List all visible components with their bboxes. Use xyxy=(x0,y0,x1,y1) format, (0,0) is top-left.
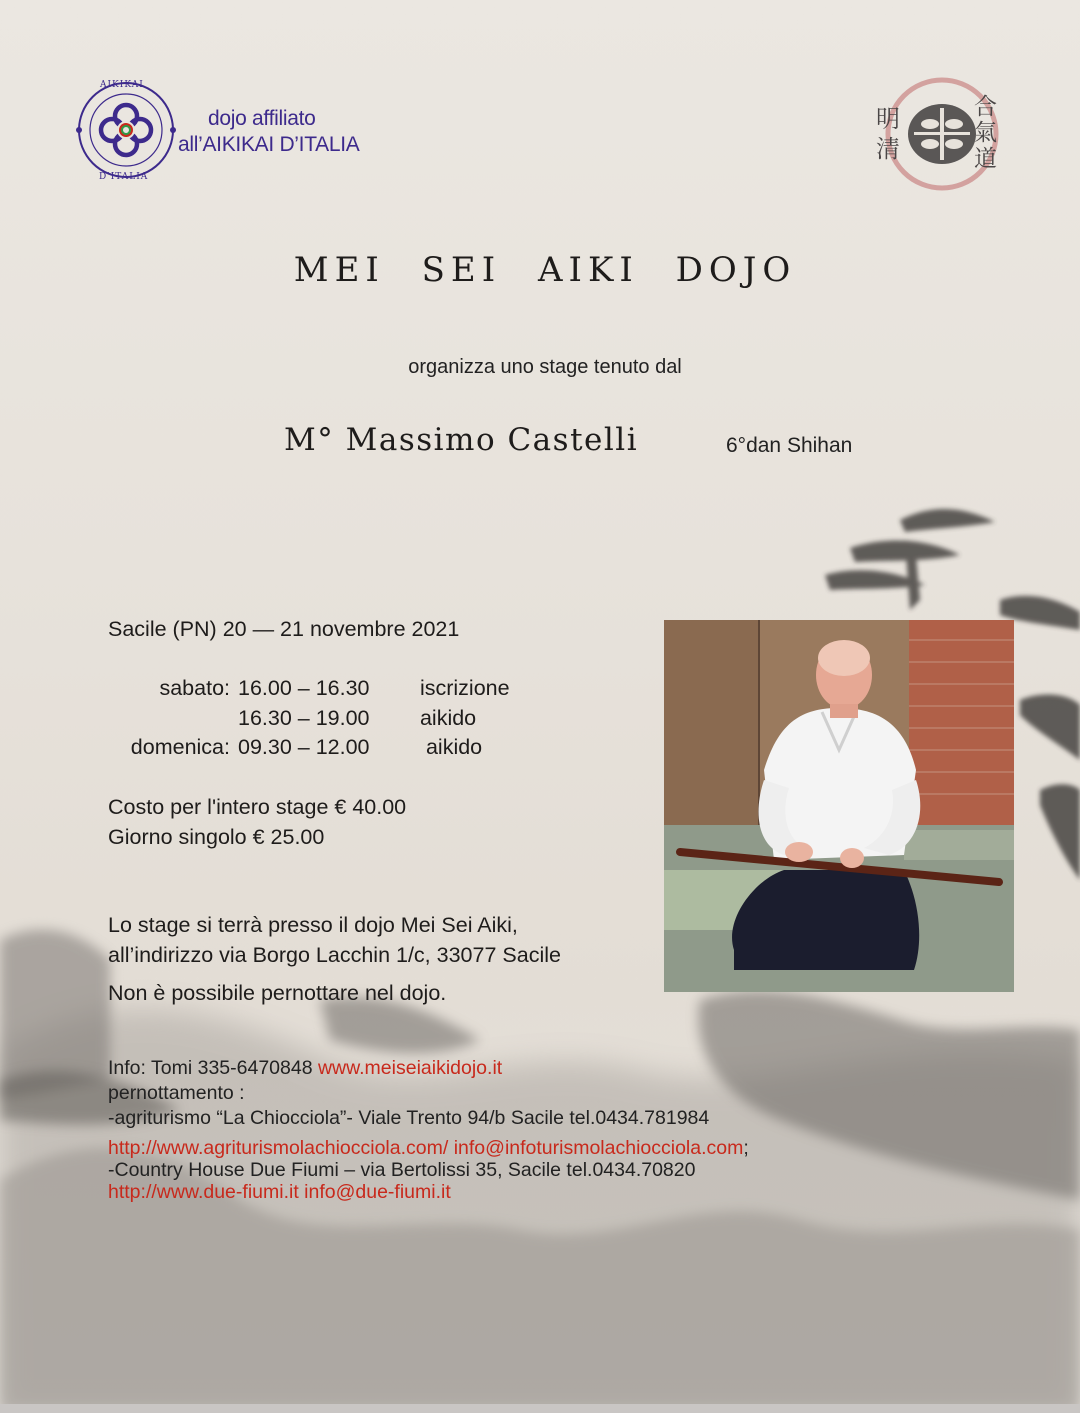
schedule-row xyxy=(108,733,510,763)
cost-full: Costo per l'intero stage € 40.00 xyxy=(108,795,407,819)
lodging-1-separator: ; xyxy=(743,1137,749,1159)
lodging-2-links[interactable]: http://www.due-fiumi.it info@due-fiumi.it xyxy=(108,1181,451,1203)
schedule-row xyxy=(108,704,510,734)
lodging-1: -agriturismo “La Chiocciola”- Viale Trento 94/b Sacile tel.0434.781984 xyxy=(108,1107,710,1129)
schedule-time: 09.30 – 12.00 xyxy=(237,735,370,759)
schedule-activity: iscrizione xyxy=(419,676,510,700)
seal-bottom-text: D'ITALIA xyxy=(99,172,149,182)
contact-text: Info: Tomi 335-6470848 xyxy=(108,1057,313,1079)
pricing xyxy=(108,793,406,852)
master-photo xyxy=(664,620,1014,992)
schedule-activity: aikido xyxy=(419,705,477,730)
affiliation-line-1: dojo affiliato xyxy=(208,107,316,130)
contact-line xyxy=(108,1056,749,1081)
affiliation-label xyxy=(178,106,360,158)
dojo-kanji-left: 明清 xyxy=(876,105,900,163)
schedule-row xyxy=(108,674,510,704)
schedule-day: sabato: xyxy=(159,676,230,700)
page-title: MEI SEI AIKI DOJO xyxy=(293,250,797,290)
lodging-1-links[interactable]: http://www.agriturismolachiocciola.com/ info@infoturismolachiocciola.com xyxy=(108,1137,744,1159)
venue-note: Non è possibile pernottare nel dojo. xyxy=(108,981,447,1005)
schedule-time: 16.30 – 19.00 xyxy=(237,705,370,730)
schedule xyxy=(108,674,510,763)
affiliation-line-2: all’AIKIKAI D’ITALIA xyxy=(178,133,360,156)
schedule-time: 16.00 – 16.30 xyxy=(237,676,370,700)
lodging-label: pernottamento : xyxy=(108,1082,245,1104)
info-section xyxy=(108,1056,749,1205)
master-name: M° Massimo Castelli xyxy=(284,422,639,458)
seal-top-text: AIKIKAI xyxy=(100,80,144,90)
venue-line-1: Lo stage si terrà presso il dojo Mei Sei Aiki, xyxy=(108,913,518,937)
venue-line-2: all’indirizzo via Borgo Lacchin 1/c, 33077 Sacile xyxy=(108,942,561,967)
intro-text: organizza uno stage tenuto dal xyxy=(408,356,682,378)
bottom-bar xyxy=(0,1404,1080,1413)
lodging-2: -Country House Due Fiumi – via Bertolissi 35, Sacile tel.0434.70820 xyxy=(108,1159,696,1181)
cost-day: Giorno singolo € 25.00 xyxy=(108,824,325,849)
venue xyxy=(108,911,561,1009)
dojo-kanji-right: 合氣道 xyxy=(974,94,997,172)
schedule-day: domenica: xyxy=(130,735,230,759)
master-rank: 6°dan Shihan xyxy=(726,434,853,457)
website-link[interactable]: www.meiseiaikidojo.it xyxy=(317,1057,503,1079)
event-place-date: Sacile (PN) 20 — 21 novembre 2021 xyxy=(108,617,460,641)
schedule-activity: aikido xyxy=(425,735,483,759)
